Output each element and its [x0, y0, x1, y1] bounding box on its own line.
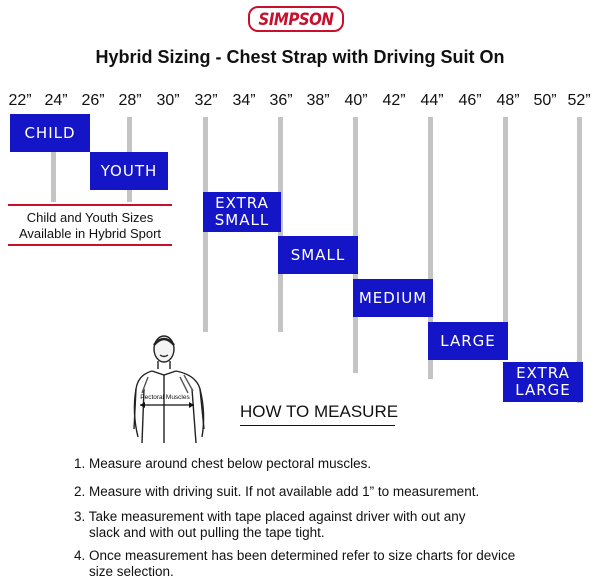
- tick-label: 50”: [533, 92, 557, 109]
- tick-label: 26”: [81, 92, 105, 109]
- step-line: slack and with out pulling the tape tight.: [89, 525, 325, 540]
- step-item: [74, 548, 515, 580]
- size-medium: MEDIUM: [353, 279, 433, 317]
- tick-label: 52”: [567, 92, 591, 109]
- note-bottom-rule: [8, 244, 172, 246]
- tick-label: 40”: [344, 92, 368, 109]
- note-line: Available in Hybrid Sport: [18, 226, 162, 241]
- how-to-measure-heading: HOW TO MEASURE: [240, 402, 399, 421]
- tick-label: 44”: [420, 92, 444, 109]
- tick-label: 24”: [44, 92, 68, 109]
- step-line: 3. Take measurement with tape placed against driver with out any: [74, 509, 466, 524]
- size-youth: YOUTH: [90, 152, 168, 190]
- step-item: [74, 484, 479, 500]
- note-line: Child and Youth Sizes: [26, 210, 154, 225]
- chest-size-scale: [0, 92, 600, 114]
- step-item: [74, 509, 465, 541]
- size-small: SMALL: [278, 236, 358, 274]
- tick-label: 42”: [382, 92, 406, 109]
- driver-figure-illustration: [130, 333, 234, 443]
- guide-line: [577, 117, 582, 403]
- guide-line: [503, 117, 508, 357]
- tick-label: 22”: [8, 92, 32, 109]
- page-title: Hybrid Sizing - Chest Strap with Driving Suit On: [95, 47, 505, 67]
- figure-label: Pectoral Muscles: [140, 394, 190, 401]
- step-line: size selection.: [89, 564, 174, 579]
- tick-label: 38”: [306, 92, 330, 109]
- step-item: [74, 456, 371, 472]
- tick-label: 32”: [194, 92, 218, 109]
- tick-label: 28”: [118, 92, 142, 109]
- tick-label: 48”: [496, 92, 520, 109]
- tick-label: 46”: [458, 92, 482, 109]
- size-extra-large: EXTRA LARGE: [503, 362, 583, 402]
- step-line: 4. Once measurement has been determined refer to size charts for device: [74, 548, 516, 563]
- step-line: 1. Measure around chest below pectoral muscles.: [74, 456, 372, 471]
- child-youth-note: [0, 210, 180, 242]
- heading-underline: [240, 425, 395, 426]
- tick-label: 34”: [232, 92, 256, 109]
- step-line: 2. Measure with driving suit. If not available add 1” to measurement.: [74, 484, 480, 499]
- tick-label: 30”: [156, 92, 180, 109]
- size-child: CHILD: [10, 114, 90, 152]
- size-large: LARGE: [428, 322, 508, 360]
- size-extra-small: EXTRA SMALL: [203, 192, 281, 232]
- note-top-rule: [8, 204, 172, 206]
- logo-text: SIMPSON: [258, 8, 334, 30]
- simpson-logo: [248, 6, 344, 32]
- tick-label: 36”: [269, 92, 293, 109]
